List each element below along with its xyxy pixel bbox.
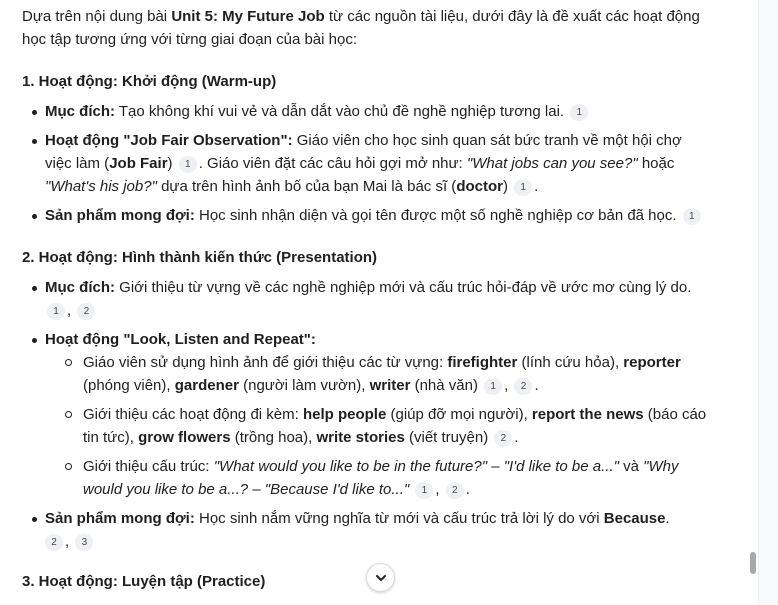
vocab-word: firefighter: [447, 354, 518, 371]
sub-list-item: [45, 403, 712, 449]
sub-text: Giáo viên sử dụng hình ảnh để giới thiệu các từ vựng:: [83, 354, 448, 371]
activity-text: dựa trên hình ảnh bố của bạn Mai là bác sĩ (: [156, 178, 457, 195]
activity-text: .: [534, 178, 539, 195]
vocab-word: help people: [302, 406, 387, 423]
section-heading-1: 1. Hoạt động: Khởi động (Warm-up): [22, 73, 277, 90]
citation-chip[interactable]: 3: [75, 534, 93, 551]
citation-chip[interactable]: 1: [570, 104, 588, 121]
vocab-word: report the news: [531, 406, 644, 423]
vocab-meaning: (trồng hoa),: [230, 429, 317, 446]
scroll-down-button[interactable]: [366, 563, 395, 592]
vocab-meaning: (nhà văn): [410, 377, 478, 394]
vocab-meaning: (phóng viên),: [83, 377, 175, 394]
citation-chip[interactable]: 2: [514, 378, 532, 395]
question-text: "What's his job?": [45, 178, 157, 195]
vocab-meaning: (người làm vườn),: [238, 377, 370, 394]
unit-title: Unit 5: My Future Job: [171, 8, 325, 25]
vocab-meaning: (báo cáo tin tức),: [83, 406, 707, 446]
bold-term: Because: [603, 510, 666, 527]
vocab-word: grow flowers: [138, 429, 231, 446]
list-item: [22, 129, 712, 198]
section-2-list: [22, 276, 712, 553]
activity-text: hoặc: [637, 155, 675, 172]
product-label: Sản phẩm mong đợi:: [45, 207, 195, 224]
section-heading-3: 3. Hoạt động: Luyện tập (Practice): [22, 573, 266, 590]
scrollbar-track[interactable]: [758, 0, 778, 605]
product-text: .: [665, 510, 670, 527]
list-item: [22, 328, 712, 501]
product-text: Học sinh nhận diện và gọi tên được một số nghề nghiệp cơ bản đã học.: [194, 207, 677, 224]
list-item: [22, 507, 712, 553]
product-label: Sản phẩm mong đợi:: [45, 510, 195, 527]
purpose-label: Mục đích:: [45, 103, 115, 120]
activity-text: ): [167, 155, 173, 172]
chevron-down-icon: [374, 571, 388, 585]
sub-text: và: [618, 458, 644, 475]
structure-text: "What would you like to be in the future?" – "I'd like to be a...": [213, 458, 619, 475]
vocab-word: gardener: [174, 377, 239, 394]
vocab-meaning: (lính cứu hỏa),: [517, 354, 624, 371]
vocab-meaning: (viết truyện): [404, 429, 489, 446]
intro-text-2: từ các nguồn tài liệu, dưới đây là đề xuất các hoạt động học tập tương ứng với từng giai đoạn của bài học:: [22, 8, 700, 48]
activity-label: Hoạt động "Job Fair Observation":: [45, 132, 293, 149]
list-item: [22, 100, 712, 123]
structure-text: "Why would you like to be a...? – "Because I'd like to...": [83, 458, 679, 498]
citation-chip[interactable]: 1: [179, 156, 197, 173]
purpose-text: Tạo không khí vui vẻ và dẫn dắt vào chủ đề nghề nghiệp tương lai.: [115, 103, 565, 120]
citation-chip[interactable]: 1: [415, 482, 433, 499]
purpose-text: Giới thiệu từ vựng về các nghề nghiệp mới và cấu trúc hỏi-đáp về ước mơ cùng lý do.: [115, 279, 692, 296]
citation-chip[interactable]: 1: [514, 179, 532, 196]
purpose-label: Mục đích:: [45, 279, 115, 296]
intro-text: Dựa trên nội dung bài: [22, 8, 172, 25]
sub-text: .: [465, 481, 470, 498]
sub-text: Giới thiệu cấu trúc:: [83, 458, 214, 475]
citation-separator: ,: [504, 377, 509, 394]
citation-chip[interactable]: 2: [77, 303, 95, 320]
activity-text: . Giáo viên đặt các câu hỏi gợi mở như:: [198, 155, 467, 172]
citation-separator: ,: [67, 302, 72, 319]
product-text: Học sinh nắm vững nghĩa từ mới và cấu trúc trả lời lý do với: [194, 510, 604, 527]
response-content: [22, 0, 712, 593]
citation-chip[interactable]: 1: [683, 208, 701, 225]
citation-chip[interactable]: 2: [446, 482, 464, 499]
vocab-word: writer: [369, 377, 411, 394]
activity-text: ): [502, 178, 508, 195]
scrollbar-thumb[interactable]: [750, 552, 756, 574]
citation-separator: ,: [435, 481, 440, 498]
section-heading-2: 2. Hoạt động: Hình thành kiến thức (Presentation): [22, 249, 378, 266]
vocab-meaning: (giúp đỡ mọi người),: [386, 406, 532, 423]
citation-chip[interactable]: 1: [47, 303, 65, 320]
bold-term: Job Fair: [109, 155, 168, 172]
activity-label: Hoạt động "Look, Listen and Repeat":: [45, 331, 316, 348]
intro-paragraph: [22, 5, 712, 51]
vocab-word: reporter: [623, 354, 681, 371]
sub-list-item: [45, 455, 712, 501]
citation-separator: ,: [65, 533, 70, 550]
citation-chip[interactable]: 2: [45, 534, 63, 551]
sub-list-item: [45, 351, 712, 397]
sub-text: .: [534, 377, 539, 394]
sub-text: Giới thiệu các hoạt động đi kèm:: [83, 406, 303, 423]
sub-list: [45, 351, 712, 501]
citation-chip[interactable]: 1: [484, 378, 502, 395]
vocab-word: write stories: [316, 429, 405, 446]
activity-text: Giáo viên cho học sinh quan sát bức tranh về một hội chợ việc làm (: [45, 132, 682, 172]
list-item: [22, 204, 712, 227]
list-item: [22, 276, 712, 322]
question-text: "What jobs can you see?": [466, 155, 638, 172]
citation-chip[interactable]: 2: [494, 430, 512, 447]
bold-term: doctor: [456, 178, 503, 195]
section-1-list: [22, 100, 712, 227]
sub-text: .: [514, 429, 519, 446]
